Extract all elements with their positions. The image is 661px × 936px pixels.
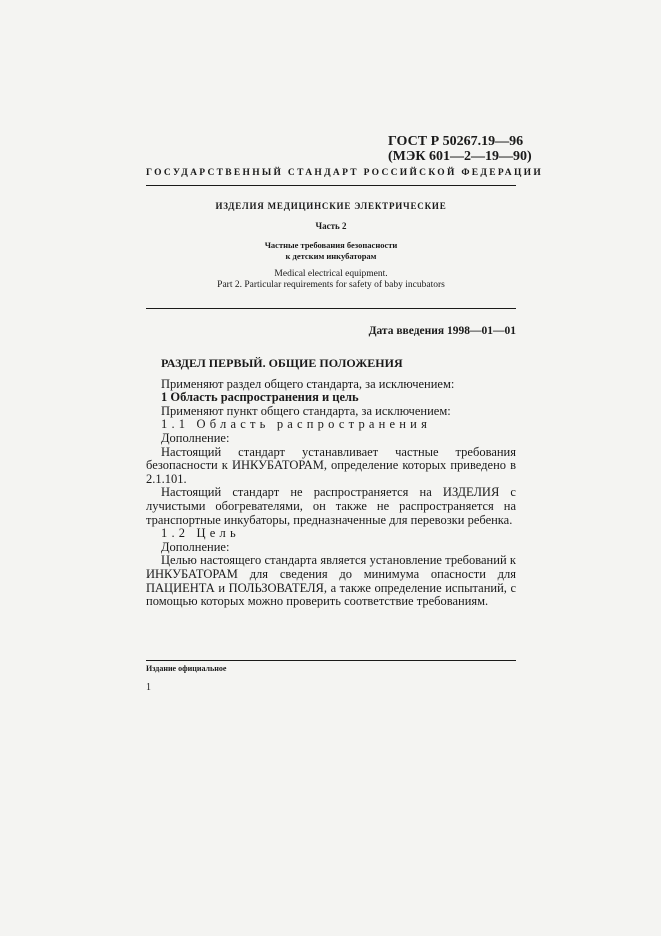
bottom-divider (146, 660, 516, 661)
english-title (146, 269, 516, 291)
standard-number-iec: (МЭК 601—2—19—90) (388, 149, 532, 164)
paragraph-scope: Настоящий стандарт устанавливает частные требования безопасности к ИНКУБАТОРАМ, определение которых приведено в 2.1.101. (146, 444, 516, 486)
english-title-line-1: Medical electrical equipment. (274, 269, 388, 279)
clause-1-1-heading: 1.1 Область распространения (161, 417, 432, 432)
body-line-3: Применяют пункт общего стандарта, за исключением: (161, 403, 451, 418)
standard-number-gost: ГОСТ Р 50267.19—96 (388, 134, 524, 149)
top-divider (146, 185, 516, 186)
document-part: Часть 2 (315, 221, 347, 231)
document-subtitle (146, 240, 516, 262)
clause-1-2-heading: 1.2 Цель (161, 526, 240, 541)
introduction-date: Дата введения 1998—01—01 (368, 325, 516, 337)
page-number: 1 (146, 682, 151, 693)
section-title: РАЗДЕЛ ПЕРВЫЙ. ОБЩИЕ ПОЛОЖЕНИЯ (161, 356, 403, 370)
middle-divider (146, 308, 516, 309)
subtitle-line-1: Частные требования безопасности (264, 240, 398, 250)
english-title-line-2: Part 2. Particular requirements for safety of baby incubators (217, 280, 445, 290)
paragraph-purpose: Целью настоящего стандарта является установление требований к ИНКУБАТОРАМ для сведения до минимума опасности для ПАЦИЕНТА и ПОЛЬЗОВАТЕЛЯ, а также определение испытаний, с помощью которых можно проверить соответствие требованиям. (146, 553, 516, 609)
state-standard-heading: ГОСУДАРСТВЕННЫЙ СТАНДАРТ РОССИЙСКОЙ ФЕДЕРАЦИИ (146, 168, 544, 178)
document-body (146, 357, 516, 609)
body-line-1: Применяют раздел общего стандарта, за исключением: (161, 376, 455, 391)
document-title: ИЗДЕЛИЯ МЕДИЦИНСКИЕ ЭЛЕКТРИЧЕСКИЕ (215, 201, 447, 211)
addition-label-2: Дополнение: (161, 539, 230, 554)
subtitle-line-2: к детским инкубаторам (285, 251, 377, 261)
addition-label-1: Дополнение: (161, 430, 230, 445)
official-edition: Издание официальное (146, 664, 227, 673)
paragraph-exclusions: Настоящий стандарт не распространяется на ИЗДЕЛИЯ с лучистыми обогревателями, он также не распространяется на транспортные инкубаторы, предназначенные для перевозки ребенка. (146, 485, 516, 527)
clause-1-heading: 1 Область распространения и цель (161, 390, 359, 405)
standard-number (388, 134, 532, 164)
